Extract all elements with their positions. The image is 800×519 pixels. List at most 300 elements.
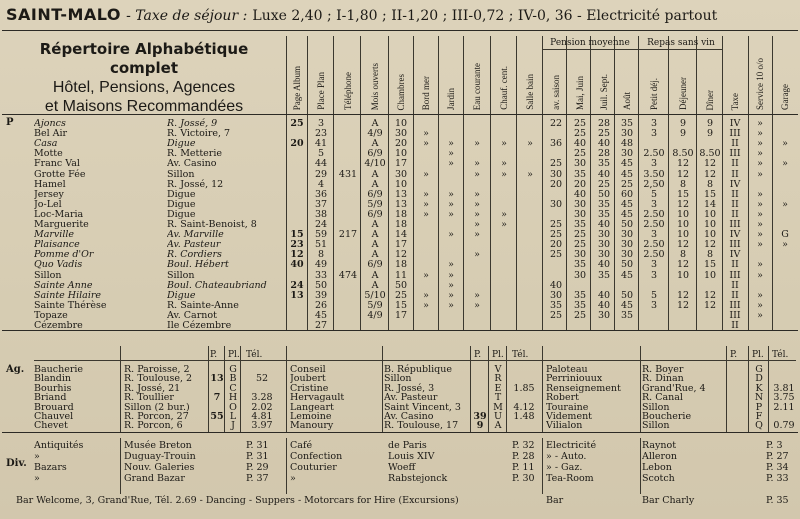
hotel-cell-plan: 3 (317, 118, 325, 129)
footer-right-cell: Bar (546, 495, 564, 506)
agency-cell: Langeart (290, 401, 334, 413)
hotel-cell-petit: 2.50 (643, 208, 665, 220)
hotel-cell-diner: 9 (706, 118, 714, 129)
agency-cell: R. Paroisse, 2 (124, 364, 190, 375)
divers-cell: Nouv. Galeries (124, 462, 195, 473)
hotel-cell-mai: 25 (573, 229, 587, 241)
divers-cell: » (34, 473, 40, 484)
agency-header-tel: Tél. (512, 350, 529, 360)
tax-label: - Taxe de séjour : (126, 8, 248, 24)
tax-rates: Luxe 2,40 ; I-1,80 ; II-1,20 ; III-0,72 ; IV-0, 36 - Electricité partout (252, 8, 718, 24)
hotel-cell-jardin: » (448, 208, 454, 220)
hotel-cell-mois: A (371, 138, 379, 150)
hotel-cell-jardin: » (448, 198, 454, 210)
hotel-cell-juil: 40 (597, 138, 611, 150)
column-header-bain (519, 36, 541, 114)
hotel-cell-addr: R. Sainte-Anne (167, 299, 239, 311)
agency-cell: A (494, 420, 502, 432)
agency-cell: 3.81 (773, 382, 795, 394)
column-header-text: Déjeuner (678, 77, 688, 110)
hotel-cell-tel: 217 (338, 229, 358, 241)
column-header-text: Août (622, 92, 632, 110)
hotel-cell-service: » (757, 168, 763, 180)
column-header-jardin (440, 36, 462, 114)
hotel-cell-taxe: III (729, 309, 741, 321)
agency-cell: Grand'Rue, 4 (642, 382, 706, 394)
agency-cell: 1.85 (513, 382, 535, 394)
column-header-text: av. saison (551, 75, 561, 110)
hotel-cell-juil: 40 (597, 259, 611, 271)
hotel-cell-dej: 12 (676, 239, 690, 251)
hotel-cell-chambres: 17 (394, 239, 408, 251)
hotel-cell-dej: 9 (679, 118, 687, 129)
agency-cell: Bourhis (34, 382, 72, 394)
column-header-mois (362, 36, 388, 114)
hotel-cell-eau: » (474, 188, 480, 200)
hotels-end-rule (2, 330, 798, 331)
hotel-cell-juil: 35 (597, 269, 611, 281)
hotel-cell-aout: 50 (620, 259, 634, 271)
divers-cell: P. 33 (766, 473, 789, 484)
hotel-cell-name: Quo Vadis (34, 259, 83, 271)
hotel-cell-addr: Av. Casino (167, 158, 217, 170)
hotel-cell-chambres: 30 (394, 128, 408, 140)
hotel-cell-taxe: II (731, 279, 739, 291)
agency-cell: R. Toullier (124, 392, 174, 404)
hotel-cell-eau: » (474, 158, 480, 170)
hotel-cell-juil: 25 (597, 178, 611, 190)
column-header-text: Mai, Juin (575, 75, 585, 110)
agency-cell: R. Dinan (642, 373, 684, 385)
agency-cell: Boucherie (642, 411, 692, 422)
agency-cell: 52 (255, 373, 269, 385)
hotel-cell-mai: 40 (573, 138, 587, 150)
hotel-cell-taxe: II (731, 158, 739, 170)
hotel-cell-service: » (757, 118, 763, 129)
column-header-text: Garage (780, 84, 790, 110)
hotel-cell-petit: 3 (650, 299, 658, 311)
agency-cell: R (494, 373, 502, 385)
hotel-cell-juil: 30 (597, 239, 611, 251)
repas-sans-vin-header: Repas sans vin (647, 38, 715, 48)
hotel-cell-dej: 12 (676, 158, 690, 170)
agency-cell: Baucherie (34, 364, 84, 375)
divers-row (0, 462, 800, 473)
hotel-cell-name: Topaze (34, 309, 68, 321)
hotel-cell-name: Casa (34, 138, 58, 150)
divers-row (0, 473, 800, 484)
hotel-cell-mai: 35 (573, 219, 587, 230)
hotel-cell-juil: 28 (597, 118, 611, 129)
hotel-cell-mai: 20 (573, 178, 587, 190)
divers-cell: » (34, 451, 40, 462)
hotel-cell-juil: 35 (597, 198, 611, 210)
hotel-cell-diner: 12 (703, 289, 717, 301)
hotel-cell-petit: 5 (650, 188, 658, 200)
hotel-cell-jardin: » (448, 289, 454, 301)
hotel-cell-chambres: 20 (394, 138, 408, 150)
agency-cell: Videment (546, 411, 593, 422)
column-header-juil (593, 50, 615, 114)
hotel-cell-taxe: II (731, 289, 739, 301)
agency-cell: Av. Pasteur (384, 392, 438, 404)
hotel-cell-mois: 6/9 (367, 259, 383, 271)
hotel-cell-album: 15 (290, 229, 304, 241)
hotel-cell-service: » (757, 198, 763, 210)
hotel-cell-mois: 5/9 (367, 198, 383, 210)
header-rule (2, 30, 798, 31)
hotel-cell-av: 20 (549, 239, 563, 251)
hotel-cell-chambres: 25 (394, 289, 408, 301)
column-header-text: Bord mer (421, 75, 431, 110)
pension-moyenne-header: Pension moyenne (550, 38, 630, 48)
hotel-cell-aout: 30 (620, 239, 634, 251)
divers-cell: P. 27 (766, 451, 789, 462)
hotel-cell-eau: » (474, 138, 480, 150)
hotel-cell-taxe: IV (729, 249, 741, 261)
hotel-cell-aout: 25 (620, 178, 634, 190)
hotel-cell-dej: 10 (676, 208, 690, 220)
hotel-cell-jardin: » (448, 138, 454, 150)
column-header-text: Chauf. cent. (499, 66, 509, 110)
agency-cell: 4.12 (513, 401, 535, 413)
hotel-cell-garage: » (782, 198, 788, 210)
hotel-cell-aout: 30 (620, 229, 634, 241)
hotel-cell-mois: 4/9 (367, 309, 383, 321)
column-header-text: Jardin (446, 88, 456, 110)
hotel-cell-mai: 35 (573, 299, 587, 311)
divers-cell: Raynot (642, 440, 677, 451)
agency-cell: Robert (546, 392, 579, 404)
hotel-cell-mai: 35 (573, 168, 587, 180)
hotel-cell-dej: 8 (679, 249, 687, 261)
hotel-cell-diner: 14 (703, 198, 717, 210)
hotel-cell-addr: R. Jossé, 12 (167, 178, 224, 190)
agency-cell: N (754, 392, 764, 404)
divers-cell: Rabstejonck (388, 473, 448, 484)
agency-header-p: P. (474, 350, 482, 360)
hotel-cell-plan: 5 (317, 148, 325, 160)
hotel-cell-album: 24 (290, 279, 304, 291)
column-header-av (545, 50, 567, 114)
hotel-cell-album: 13 (290, 289, 304, 301)
agency-cell: 3.97 (251, 420, 273, 432)
divers-row (0, 451, 800, 462)
hotel-cell-mois: 4/9 (367, 128, 383, 140)
agency-cell: R. Jossé, 21 (124, 382, 181, 394)
hotel-cell-mois: A (371, 178, 379, 190)
agency-cell: Sillon (384, 373, 412, 385)
hotel-cell-av: 30 (549, 289, 563, 301)
hotel-cell-plan: 27 (314, 320, 328, 331)
divers-cell: Louis XIV (388, 451, 435, 462)
hotel-cell-name: Cézembre (34, 320, 83, 331)
hotel-cell-mois: 4/10 (364, 158, 386, 170)
hotel-cell-petit: 2.50 (643, 219, 665, 230)
agency-cell: R. Porcon, 27 (124, 411, 189, 422)
hotel-cell-service: » (757, 148, 763, 160)
hotel-cell-chauf: » (501, 158, 507, 170)
hotel-cell-addr: Av. Carnot (167, 309, 217, 321)
agency-cell: O (229, 401, 237, 413)
hotel-cell-juil: 30 (597, 249, 611, 261)
agency-cell: R. Jossé, 3 (384, 382, 435, 394)
agency-cell: G (229, 364, 237, 375)
divers-row (0, 440, 800, 451)
hotel-cell-mai: 30 (573, 208, 587, 220)
hotel-cell-petit: 2.50 (643, 239, 665, 251)
hotel-cell-eau: » (474, 289, 480, 301)
hotel-cell-name: Bel Air (34, 128, 68, 140)
agency-cell: Blandin (34, 373, 72, 385)
hotel-cell-service: » (757, 128, 763, 140)
agency-header-tel: Tél. (246, 350, 263, 360)
agency-cell: Conseil (290, 364, 326, 375)
agency-cell: 2.11 (773, 401, 795, 413)
hotel-cell-chambres: 10 (394, 178, 408, 190)
agency-cell: Sillon (642, 420, 670, 432)
hotel-cell-petit: 3 (650, 118, 658, 129)
hotel-cell-plan: 4 (317, 178, 325, 190)
agency-cell: Paloteau (546, 364, 588, 375)
agency-cell: 39 (473, 411, 487, 422)
hotel-cell-bord: » (423, 168, 429, 180)
hotel-cell-plan: 8 (317, 249, 325, 261)
hotel-cell-diner: 10 (703, 208, 717, 220)
hotel-cell-taxe: II (731, 259, 739, 271)
column-header-service (750, 36, 770, 114)
hotel-cell-addr: Digue (167, 188, 196, 200)
hotel-cell-aout: 50 (620, 289, 634, 301)
hotel-cell-chambres: 13 (394, 198, 408, 210)
hotel-cell-garage: » (782, 239, 788, 251)
hotel-cell-dej: 12 (676, 168, 690, 180)
hotel-cell-av: 22 (549, 118, 563, 129)
agency-cell: 7 (213, 392, 221, 404)
divers-cell: Lebon (642, 462, 672, 473)
hotel-cell-addr: Digue (167, 198, 196, 210)
hotel-cell-eau: » (474, 249, 480, 261)
divers-cell: P. 11 (512, 462, 535, 473)
hotel-cell-taxe: III (729, 219, 741, 230)
hotel-cell-diner: 8 (706, 178, 714, 190)
hotel-cell-plan: 49 (314, 259, 328, 271)
agency-cell: C (229, 382, 237, 394)
column-header-text: Service 10 o/o (755, 58, 765, 110)
hotel-cell-bain: » (527, 168, 533, 180)
hotel-cell-service: » (757, 219, 763, 230)
hotel-cell-dej: 10 (676, 269, 690, 281)
agency-cell: Q (755, 420, 763, 432)
hotel-cell-tel: 474 (338, 269, 358, 281)
hotel-cell-petit: 2,50 (643, 178, 665, 190)
hotel-cell-plan: 59 (314, 229, 328, 241)
hotel-cell-dej: 12 (676, 259, 690, 271)
column-header-mai (569, 50, 591, 114)
hotel-cell-service: » (757, 259, 763, 271)
divers-cell: Couturier (290, 462, 337, 473)
footer-note: Bar Welcome, 3, Grand'Rue, Tél. 2.69 - Dancing - Suppers - Motorcars for Hire (Excursions) (16, 495, 459, 506)
agency-cell: G (755, 364, 763, 375)
divers-cell: P. 37 (246, 473, 269, 484)
footer-right-cell: P. 35 (766, 495, 789, 506)
hotel-cell-aout: 45 (620, 158, 634, 170)
agency-header-pl: Pl. (752, 350, 764, 360)
hotel-cell-jardin: » (448, 259, 454, 271)
hotel-cell-bord: » (423, 269, 429, 281)
hotel-cell-plan: 44 (314, 158, 328, 170)
agency-cell: P (755, 401, 763, 413)
agencies-end-rule (2, 432, 798, 433)
hotel-cell-diner: 15 (703, 188, 717, 200)
hotel-cell-av: 35 (549, 299, 563, 311)
hotel-cell-av: 36 (549, 138, 563, 150)
hotel-cell-jardin: » (448, 148, 454, 160)
hotel-cell-name: Loc-Maria (34, 208, 84, 220)
hotel-cell-av: 25 (549, 249, 563, 261)
hotel-cell-taxe: II (731, 320, 739, 331)
hotel-cell-bain: » (527, 138, 533, 150)
hotel-cell-chauf: » (501, 168, 507, 180)
hotel-cell-chambres: 50 (394, 279, 408, 291)
column-header-text: Dîner (705, 89, 715, 110)
agency-head-rule (34, 360, 796, 361)
column-header-text: Taxe (730, 92, 740, 110)
agency-cell: R. Boyer (642, 364, 684, 375)
hotel-cell-plan: 33 (314, 269, 328, 281)
hotel-cell-jardin: » (448, 299, 454, 311)
hotel-cell-taxe: IV (729, 229, 741, 241)
hotel-cell-plan: 36 (314, 188, 328, 200)
divers-cell: de Paris (388, 440, 427, 451)
hotel-cell-mai: 25 (573, 309, 587, 321)
agency-cell: B. République (384, 364, 452, 375)
agency-header-pl: Pl. (228, 350, 240, 360)
agency-cell: R. Porcon, 6 (124, 420, 183, 432)
agency-cell: U (493, 411, 502, 422)
hotel-cell-juil: 40 (597, 168, 611, 180)
hotel-cell-av: 30 (549, 198, 563, 210)
hotel-cell-dej: 10 (676, 219, 690, 230)
hotel-cell-diner: 8.50 (699, 148, 721, 160)
agency-cell: 55 (210, 411, 224, 422)
hotel-cell-mois: A (371, 239, 379, 251)
hotel-cell-chambres: 12 (394, 249, 408, 261)
hotel-cell-dej: 10 (676, 229, 690, 241)
hotel-cell-jardin: » (448, 279, 454, 291)
agency-cell: K (755, 382, 763, 394)
divers-cell: » - Gaz. (546, 462, 583, 473)
hotel-cell-juil: 35 (597, 208, 611, 220)
divers-cell: Alleron (642, 451, 677, 462)
hotel-cell-mois: A (371, 279, 379, 291)
hotel-cell-juil: 40 (597, 289, 611, 301)
divers-cell: Confection (290, 451, 343, 462)
hotel-cell-chambres: 18 (394, 259, 408, 271)
hotel-cell-album: 40 (290, 259, 304, 271)
hotel-cell-diner: 12 (703, 158, 717, 170)
hotel-cell-addr: R. Victoire, 7 (167, 128, 231, 140)
hotel-cell-chambres: 14 (394, 229, 408, 241)
hotel-cell-plan: 26 (314, 299, 328, 311)
hotel-cell-aout: 30 (620, 148, 634, 160)
agency-cell: J (231, 420, 235, 432)
hotel-cell-mois: A (371, 168, 379, 180)
hotel-cell-diner: 12 (703, 299, 717, 311)
hotel-cell-addr: Boul. Hébert (167, 259, 229, 271)
divers-cell: Antiquités (34, 440, 84, 451)
hotel-cell-mois: A (371, 229, 379, 241)
hotel-cell-chambres: 17 (394, 309, 408, 321)
hotel-cell-chambres: 18 (394, 219, 408, 230)
divers-cell: Scotch (642, 473, 675, 484)
hotel-cell-name: Grotte Fée (34, 168, 86, 180)
hotel-cell-chambres: 10 (394, 118, 408, 129)
column-header-text: Salle bain (525, 74, 535, 110)
repas-divider (638, 49, 722, 51)
divers-cell: P. 29 (246, 462, 269, 473)
hotel-cell-av: 25 (549, 158, 563, 170)
hotel-cell-addr: Av. Marville (167, 229, 224, 241)
hotel-cell-addr: R. Metterie (167, 148, 223, 160)
hotel-cell-taxe: II (731, 208, 739, 220)
hotel-cell-service: » (757, 188, 763, 200)
hotel-cell-addr: Digue (167, 208, 196, 220)
hotel-cell-name: Franc Val (34, 158, 80, 170)
hotel-cell-plan: 51 (314, 239, 328, 251)
hotel-cell-service: » (757, 299, 763, 311)
directory-title (4, 40, 284, 116)
agency-cell: Brouard (34, 401, 74, 413)
pension-divider (542, 49, 638, 51)
hotel-cell-name: Sainte Hilaire (34, 289, 102, 301)
agency-header-pl: Pl. (492, 350, 504, 360)
hotel-cell-chambres: 13 (394, 188, 408, 200)
hotel-cell-garage: » (782, 138, 788, 150)
column-header-text: Téléphone (343, 72, 353, 110)
agency-cell: D (755, 373, 763, 385)
agency-cell: 0.79 (773, 420, 795, 432)
hotel-cell-taxe: II (731, 138, 739, 150)
agency-cell: Manoury (290, 420, 334, 432)
hotel-cell-service: » (757, 239, 763, 251)
hotel-cell-plan: 41 (314, 138, 328, 150)
hotel-cell-addr: Av. Pasteur (167, 239, 221, 251)
agency-cell: Chevet (34, 420, 68, 432)
hotel-cell-mai: 25 (573, 118, 587, 129)
hotel-cell-name: Sainte Anne (34, 279, 93, 291)
hotel-cell-dej: 9 (679, 128, 687, 140)
divers-cell: P. 34 (766, 462, 789, 473)
agency-cell: Sillon (642, 401, 670, 413)
hotel-cell-petit: 5 (650, 289, 658, 301)
hotel-cell-mai: 30 (573, 198, 587, 210)
hotel-cell-name: Marville (34, 229, 75, 241)
divers-cell: P. 31 (246, 440, 269, 451)
divers-cell: P. 31 (246, 451, 269, 462)
hotel-cell-addr: Digue (167, 289, 196, 301)
section-div-label: Div. (6, 458, 27, 469)
column-header-text: Page Album (292, 65, 302, 110)
hotel-cell-service: » (757, 138, 763, 150)
column-header-dej (670, 50, 696, 114)
column-header-text: Chambres (396, 73, 406, 110)
hotel-cell-bord: » (423, 299, 429, 311)
column-header-aout (617, 50, 637, 114)
hotel-cell-mai: 25 (573, 148, 587, 160)
column-header-text: Eau courante (472, 62, 482, 110)
column-header-tel (336, 36, 360, 114)
